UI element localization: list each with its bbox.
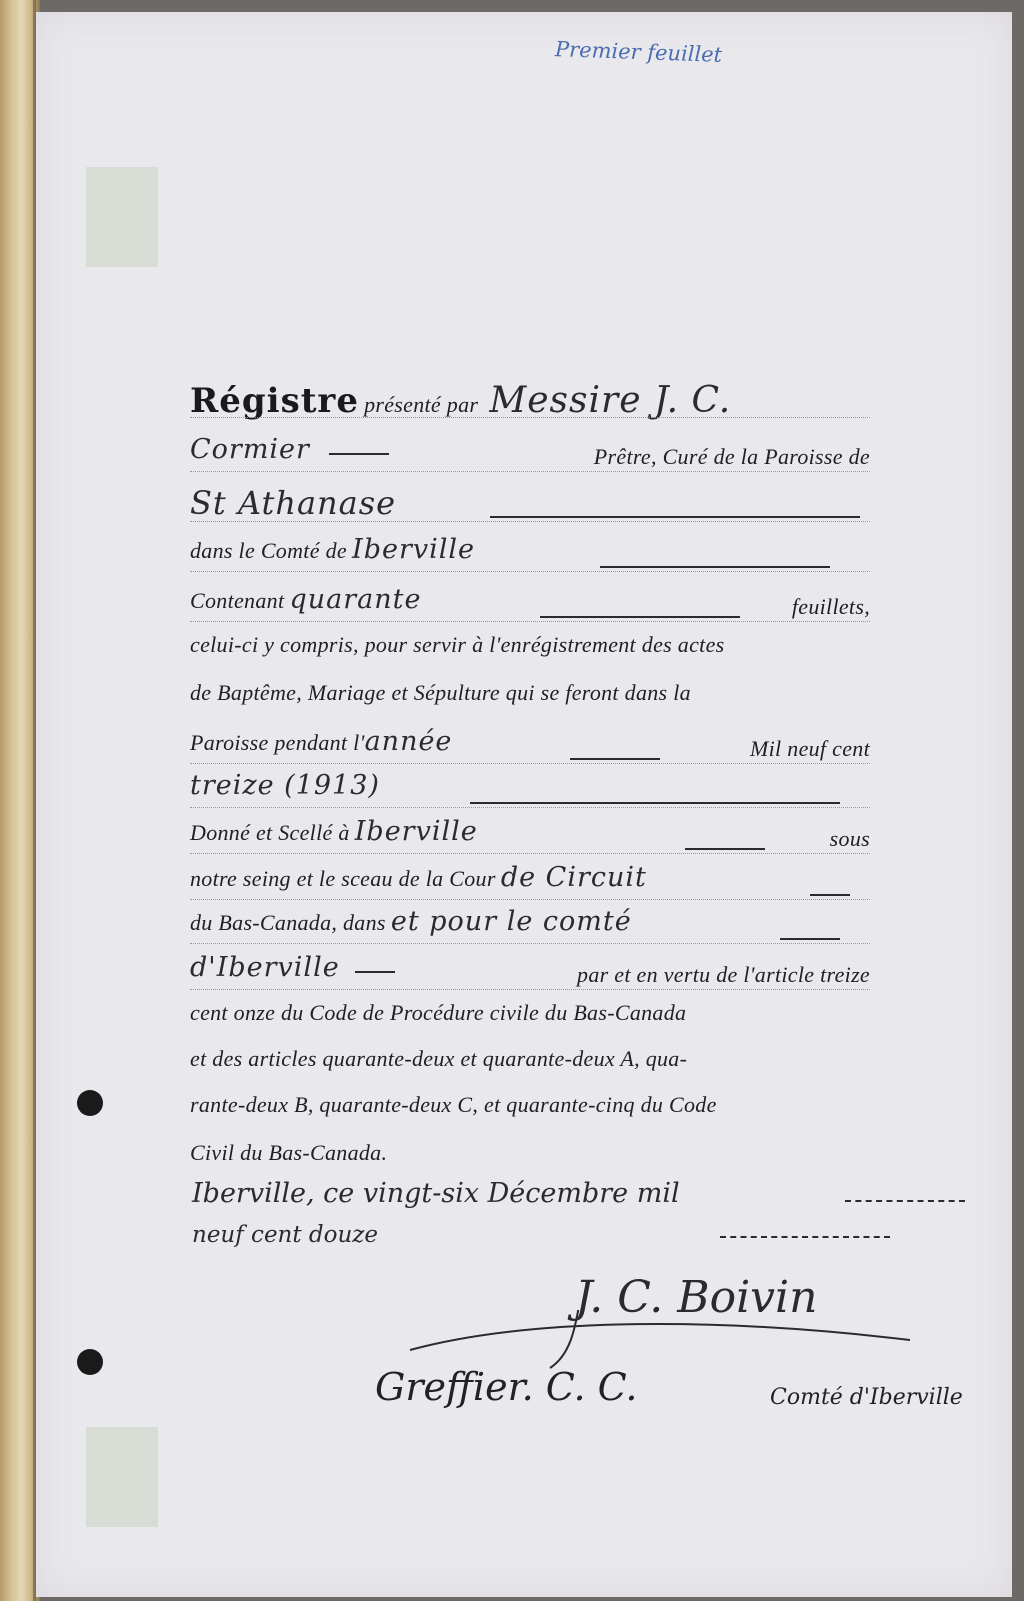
tape-mark-top	[86, 167, 158, 267]
text-line-6: celui-ci y compris, pour servir à l'enrégistrement des actes	[190, 632, 725, 657]
text-line-2: Cormier Prêtre, Curé de la Paroisse de	[190, 434, 870, 478]
leaf-count: quarante	[289, 584, 422, 615]
text-line-5: Contenant quarante feuillets,	[190, 584, 870, 628]
date-line-1: Iberville, ce vingt-six Décembre mil	[192, 1178, 680, 1209]
date-filler	[845, 1200, 965, 1202]
punch-hole-upper	[77, 1090, 103, 1116]
tape-mark-bottom	[86, 1427, 158, 1527]
text-line-12: du Bas-Canada, dans et pour le comté	[190, 906, 870, 950]
punch-hole-lower	[77, 1349, 103, 1375]
clerk-county: Comté d'Iberville	[770, 1385, 963, 1410]
year-value: treize (1913)	[190, 770, 380, 801]
court-name: de Circuit	[500, 862, 647, 893]
text-line-16: rante-deux B, quarante-deux C, et quarante-cinq du Code	[190, 1092, 717, 1117]
text-line-4: dans le Comté de Iberville	[190, 534, 870, 578]
priest-name: Messire J. C.	[489, 380, 732, 421]
text-line-15: et des articles quarante-deux et quarante-deux A, qua-	[190, 1046, 688, 1071]
page-annotation: Premier feuillet	[554, 37, 723, 67]
parish-name: St Athanase	[190, 484, 397, 522]
year-word: année	[364, 726, 453, 757]
text-line-9	[190, 770, 870, 814]
text-line-17: Civil du Bas-Canada.	[190, 1140, 388, 1165]
text-line-14: cent onze du Code de Procédure civile du Bas-Canada	[190, 1000, 687, 1025]
county-possessive: d'Iberville	[190, 952, 340, 983]
priest-surname: Cormier	[190, 434, 310, 465]
clerk-title: Greffier. C. C.	[375, 1365, 638, 1409]
date-line-2: neuf cent douze	[192, 1222, 379, 1248]
text-line-7: de Baptême, Mariage et Sépulture qui se feront dans la	[190, 680, 691, 705]
jurisdiction: et pour le comté	[390, 906, 632, 937]
county-name: Iberville	[352, 534, 476, 565]
given-at-place: Iberville	[354, 816, 478, 847]
book-binding	[0, 0, 40, 1601]
text-line-11: notre seing et le sceau de la Cour de Circuit	[190, 862, 870, 906]
register-title: Régistre	[190, 381, 359, 421]
text-line-1: Régistre présenté par Messire J. C.	[190, 380, 870, 424]
text-line-13: d'Iberville par et en vertu de l'article treize	[190, 952, 870, 996]
date-filler-2	[720, 1236, 890, 1238]
signature-name: J. C. Boivin	[575, 1272, 818, 1323]
text-line-3	[190, 484, 870, 528]
text-line-10: Donné et Scellé à Iberville sous	[190, 816, 870, 860]
text-line-8: Paroisse pendant l'année Mil neuf cent	[190, 726, 870, 770]
